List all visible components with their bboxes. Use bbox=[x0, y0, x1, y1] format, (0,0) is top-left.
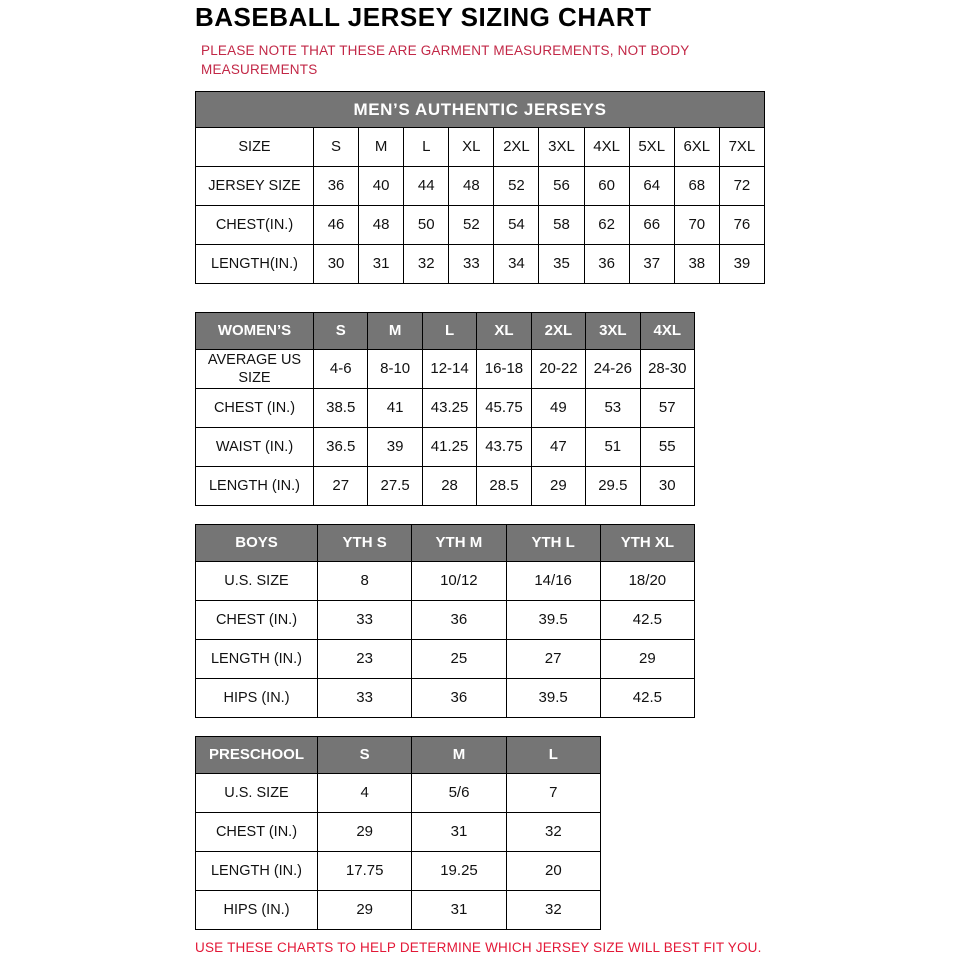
preschool-table-row bbox=[196, 891, 601, 930]
womens-value-cell: 24-26 bbox=[586, 350, 640, 389]
mens-value-cell: 31 bbox=[359, 245, 404, 284]
preschool-size-header-cell: L bbox=[506, 737, 600, 774]
mens-value-cell: 70 bbox=[674, 206, 719, 245]
womens-value-cell: 12-14 bbox=[422, 350, 476, 389]
boys-value-cell: 42.5 bbox=[600, 679, 694, 718]
mens-value-cell: 40 bbox=[359, 167, 404, 206]
boys-value-cell: 39.5 bbox=[506, 601, 600, 640]
preschool-value-cell: 4 bbox=[318, 774, 412, 813]
boys-value-cell: 10/12 bbox=[412, 562, 506, 601]
boys-value-cell: 14/16 bbox=[506, 562, 600, 601]
mens-table-row bbox=[196, 206, 765, 245]
boys-table-row bbox=[196, 562, 695, 601]
mens-value-cell: 3XL bbox=[539, 128, 584, 167]
mens-value-cell: 44 bbox=[404, 167, 449, 206]
preschool-table-row bbox=[196, 774, 601, 813]
mens-value-cell: 30 bbox=[314, 245, 359, 284]
preschool-size-header-cell: M bbox=[412, 737, 506, 774]
preschool-value-cell: 17.75 bbox=[318, 852, 412, 891]
womens-value-cell: 45.75 bbox=[477, 389, 531, 428]
preschool-value-cell: 31 bbox=[412, 813, 506, 852]
mens-value-cell: 33 bbox=[449, 245, 494, 284]
mens-value-cell: 35 bbox=[539, 245, 584, 284]
mens-value-cell: 56 bbox=[539, 167, 584, 206]
womens-value-cell: 4-6 bbox=[314, 350, 368, 389]
womens-value-cell: 43.75 bbox=[477, 428, 531, 467]
boys-value-cell: 39.5 bbox=[506, 679, 600, 718]
mens-row-label-cell: LENGTH(IN.) bbox=[196, 245, 314, 284]
mens-value-cell: 5XL bbox=[629, 128, 674, 167]
boys-table-body bbox=[196, 525, 695, 718]
womens-value-cell: 30 bbox=[640, 467, 694, 506]
womens-size-header-cell: L bbox=[422, 313, 476, 350]
womens-size-header-cell: XL bbox=[477, 313, 531, 350]
boys-size-header-cell: YTH S bbox=[318, 525, 412, 562]
womens-size-header-cell: 2XL bbox=[531, 313, 585, 350]
mens-value-cell: 62 bbox=[584, 206, 629, 245]
garment-measurements-note: PLEASE NOTE THAT THESE ARE GARMENT MEASUREMENTS, NOT BODY MEASUREMENTS bbox=[201, 43, 690, 77]
womens-value-cell: 47 bbox=[531, 428, 585, 467]
preschool-value-cell: 20 bbox=[506, 852, 600, 891]
boys-value-cell: 8 bbox=[318, 562, 412, 601]
preschool-sizing-table bbox=[195, 736, 601, 930]
womens-value-cell: 28 bbox=[422, 467, 476, 506]
boys-header-label-cell: BOYS bbox=[196, 525, 318, 562]
womens-value-cell: 27 bbox=[314, 467, 368, 506]
womens-row-label-cell: WAIST (IN.) bbox=[196, 428, 314, 467]
mens-value-cell: 37 bbox=[629, 245, 674, 284]
preschool-value-cell: 32 bbox=[506, 891, 600, 930]
womens-value-cell: 53 bbox=[586, 389, 640, 428]
boys-value-cell: 42.5 bbox=[600, 601, 694, 640]
mens-value-cell: 52 bbox=[494, 167, 539, 206]
womens-value-cell: 49 bbox=[531, 389, 585, 428]
mens-value-cell: L bbox=[404, 128, 449, 167]
preschool-header-label-cell: PRESCHOOL bbox=[196, 737, 318, 774]
mens-table-title: MEN’S AUTHENTIC JERSEYS bbox=[196, 92, 765, 128]
mens-sizing-table bbox=[195, 91, 765, 284]
mens-row-label-cell: SIZE bbox=[196, 128, 314, 167]
boys-table-row bbox=[196, 601, 695, 640]
boys-size-header-cell: YTH M bbox=[412, 525, 506, 562]
mens-value-cell: 4XL bbox=[584, 128, 629, 167]
preschool-value-cell: 32 bbox=[506, 813, 600, 852]
womens-header-label-cell: WOMEN’S bbox=[196, 313, 314, 350]
womens-value-cell: 27.5 bbox=[368, 467, 422, 506]
womens-value-cell: 16-18 bbox=[477, 350, 531, 389]
boys-header-row bbox=[196, 525, 695, 562]
womens-value-cell: 29 bbox=[531, 467, 585, 506]
mens-row-label-cell: CHEST(IN.) bbox=[196, 206, 314, 245]
mens-value-cell: 48 bbox=[359, 206, 404, 245]
womens-value-cell: 29.5 bbox=[586, 467, 640, 506]
womens-value-cell: 20-22 bbox=[531, 350, 585, 389]
mens-value-cell: 64 bbox=[629, 167, 674, 206]
womens-header-row bbox=[196, 313, 695, 350]
preschool-row-label-cell: U.S. SIZE bbox=[196, 774, 318, 813]
preschool-table-body bbox=[196, 737, 601, 930]
womens-value-cell: 55 bbox=[640, 428, 694, 467]
womens-table-row bbox=[196, 467, 695, 506]
mens-row-label-cell: JERSEY SIZE bbox=[196, 167, 314, 206]
mens-value-cell: XL bbox=[449, 128, 494, 167]
mens-value-cell: 72 bbox=[719, 167, 764, 206]
preschool-value-cell: 29 bbox=[318, 813, 412, 852]
boys-value-cell: 33 bbox=[318, 601, 412, 640]
preschool-value-cell: 29 bbox=[318, 891, 412, 930]
mens-value-cell: 60 bbox=[584, 167, 629, 206]
mens-value-cell: 46 bbox=[314, 206, 359, 245]
womens-table-row bbox=[196, 350, 695, 389]
boys-row-label-cell: U.S. SIZE bbox=[196, 562, 318, 601]
boys-value-cell: 29 bbox=[600, 640, 694, 679]
womens-size-header-cell: S bbox=[314, 313, 368, 350]
womens-value-cell: 8-10 bbox=[368, 350, 422, 389]
mens-value-cell: 39 bbox=[719, 245, 764, 284]
boys-value-cell: 36 bbox=[412, 679, 506, 718]
mens-value-cell: 36 bbox=[584, 245, 629, 284]
mens-value-cell: 48 bbox=[449, 167, 494, 206]
womens-value-cell: 36.5 bbox=[314, 428, 368, 467]
mens-value-cell: 50 bbox=[404, 206, 449, 245]
preschool-value-cell: 31 bbox=[412, 891, 506, 930]
mens-value-cell: S bbox=[314, 128, 359, 167]
mens-value-cell: 32 bbox=[404, 245, 449, 284]
preschool-row-label-cell: CHEST (IN.) bbox=[196, 813, 318, 852]
womens-table-row bbox=[196, 428, 695, 467]
preschool-value-cell: 5/6 bbox=[412, 774, 506, 813]
womens-row-label-cell: AVERAGE US SIZE bbox=[196, 350, 314, 389]
preschool-table-row bbox=[196, 852, 601, 891]
womens-sizing-table bbox=[195, 312, 695, 506]
footer-note: USE THESE CHARTS TO HELP DETERMINE WHICH JERSEY SIZE WILL BEST FIT YOU. bbox=[195, 940, 762, 955]
womens-value-cell: 28.5 bbox=[477, 467, 531, 506]
preschool-row-label-cell: HIPS (IN.) bbox=[196, 891, 318, 930]
boys-value-cell: 36 bbox=[412, 601, 506, 640]
preschool-value-cell: 19.25 bbox=[412, 852, 506, 891]
boys-sizing-table bbox=[195, 524, 695, 718]
mens-table-row bbox=[196, 167, 765, 206]
womens-size-header-cell: 4XL bbox=[640, 313, 694, 350]
sizing-chart-page bbox=[195, 2, 795, 955]
womens-value-cell: 28-30 bbox=[640, 350, 694, 389]
boys-value-cell: 25 bbox=[412, 640, 506, 679]
boys-table-row bbox=[196, 640, 695, 679]
boys-value-cell: 27 bbox=[506, 640, 600, 679]
mens-value-cell: 2XL bbox=[494, 128, 539, 167]
boys-value-cell: 23 bbox=[318, 640, 412, 679]
page-title: BASEBALL JERSEY SIZING CHART bbox=[195, 2, 652, 32]
mens-value-cell: 58 bbox=[539, 206, 584, 245]
mens-value-cell: 52 bbox=[449, 206, 494, 245]
womens-value-cell: 43.25 bbox=[422, 389, 476, 428]
womens-value-cell: 51 bbox=[586, 428, 640, 467]
boys-value-cell: 33 bbox=[318, 679, 412, 718]
preschool-header-row bbox=[196, 737, 601, 774]
boys-size-header-cell: YTH L bbox=[506, 525, 600, 562]
womens-size-header-cell: M bbox=[368, 313, 422, 350]
womens-value-cell: 41.25 bbox=[422, 428, 476, 467]
mens-value-cell: 34 bbox=[494, 245, 539, 284]
mens-value-cell: M bbox=[359, 128, 404, 167]
womens-table-row bbox=[196, 389, 695, 428]
mens-value-cell: 68 bbox=[674, 167, 719, 206]
womens-size-header-cell: 3XL bbox=[586, 313, 640, 350]
preschool-size-header-cell: S bbox=[318, 737, 412, 774]
womens-row-label-cell: LENGTH (IN.) bbox=[196, 467, 314, 506]
mens-value-cell: 36 bbox=[314, 167, 359, 206]
mens-table-row bbox=[196, 245, 765, 284]
mens-value-cell: 54 bbox=[494, 206, 539, 245]
mens-value-cell: 38 bbox=[674, 245, 719, 284]
boys-value-cell: 18/20 bbox=[600, 562, 694, 601]
womens-value-cell: 38.5 bbox=[314, 389, 368, 428]
womens-value-cell: 39 bbox=[368, 428, 422, 467]
womens-row-label-cell: CHEST (IN.) bbox=[196, 389, 314, 428]
mens-value-cell: 7XL bbox=[719, 128, 764, 167]
mens-value-cell: 6XL bbox=[674, 128, 719, 167]
mens-table-row bbox=[196, 128, 765, 167]
mens-table-body bbox=[196, 92, 765, 284]
preschool-value-cell: 7 bbox=[506, 774, 600, 813]
boys-size-header-cell: YTH XL bbox=[600, 525, 694, 562]
womens-table-body bbox=[196, 313, 695, 506]
womens-value-cell: 41 bbox=[368, 389, 422, 428]
preschool-row-label-cell: LENGTH (IN.) bbox=[196, 852, 318, 891]
mens-title-row bbox=[196, 92, 765, 128]
mens-value-cell: 76 bbox=[719, 206, 764, 245]
boys-row-label-cell: HIPS (IN.) bbox=[196, 679, 318, 718]
boys-row-label-cell: CHEST (IN.) bbox=[196, 601, 318, 640]
womens-value-cell: 57 bbox=[640, 389, 694, 428]
preschool-table-row bbox=[196, 813, 601, 852]
boys-row-label-cell: LENGTH (IN.) bbox=[196, 640, 318, 679]
mens-value-cell: 66 bbox=[629, 206, 674, 245]
boys-table-row bbox=[196, 679, 695, 718]
